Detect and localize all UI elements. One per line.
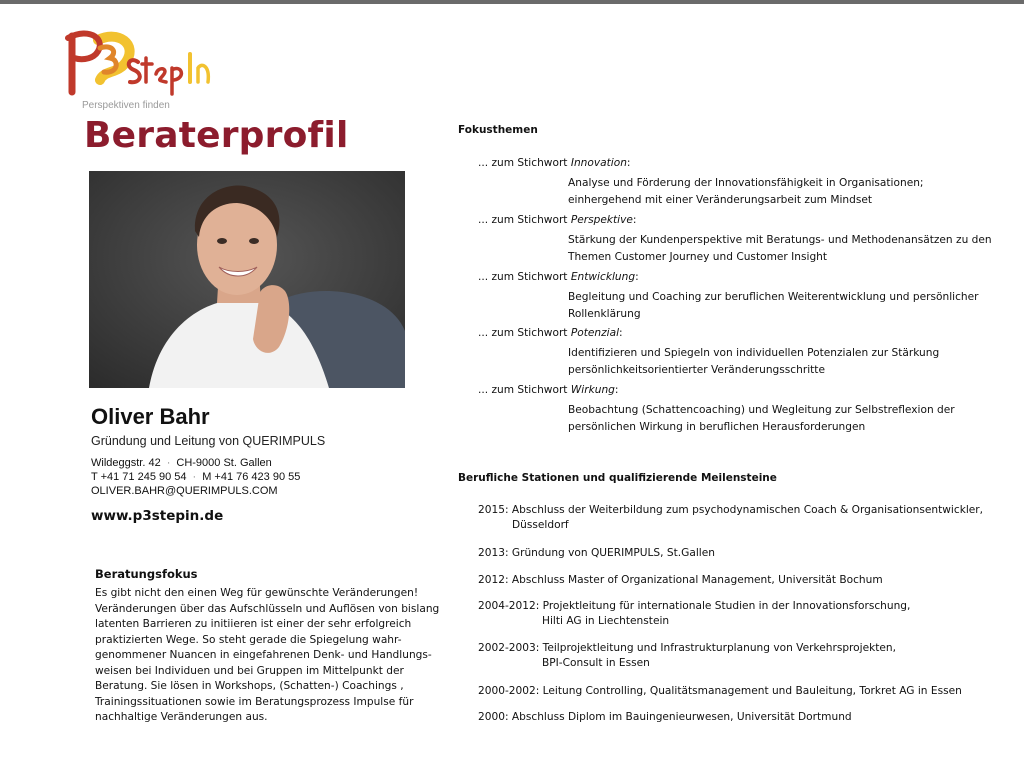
consultant-role: Gründung und Leitung von QUERIMPULS (91, 434, 326, 448)
fokusthemen-heading: Fokusthemen (458, 124, 538, 136)
stationen-heading: Berufliche Stationen und qualifizierende Meilensteine (458, 472, 777, 484)
topic-prefix: ... zum Stichwort (478, 157, 571, 169)
logo-mark-icon (60, 22, 220, 102)
topic-keyword: Perspektive (570, 214, 633, 226)
topic-prefix: ... zum Stichwort (478, 327, 571, 339)
portrait-photo (89, 171, 405, 388)
topic-description (568, 345, 998, 379)
topic-description (568, 175, 998, 209)
beratungsfokus-text: Es gibt nicht den einen Weg für gewünschte Veränderungen! Veränderungen über das Aufschlüsseln und Auflösen von bislang latenten Barrieren zu initiieren ist einer der sehr erfolgreich praktizierten Wege. So steht gerade die Spiegelung wahr-genommener Nuancen in eingefahrenen Denk- und Handlungs-weisen bei Individuen und bei Gruppen im Mittelpunkt der Beratung. Sie lösen in Workshops, (Schatten-) Coachings , Trainingssituationen sowie im Beratungsprozess Impulse für nachhaltige Veränderungen aus. (95, 587, 440, 723)
page-title: Beraterprofil (84, 115, 349, 156)
career-entry-line: 2004-2012: Projektleitung für internationale Studien in der Innovationsforschung, (478, 600, 911, 612)
career-entry (478, 684, 962, 699)
topic-desc-line: Themen Customer Journey und Customer Insight (568, 251, 828, 263)
topic-desc-line: Analyse und Förderung der Innovationsfähigkeit in Organisationen; (568, 177, 924, 189)
topic-desc-line: persönlichen Wirkung in beruflichen Herausforderungen (568, 421, 866, 433)
topic-desc-line: persönlichkeitsorientierter Veränderungsschritte (568, 364, 825, 376)
career-entry-continuation: Hilti AG in Liechtenstein (542, 615, 670, 627)
career-entry-line: 2012: Abschluss Master of Organizational Management, Universität Bochum (478, 574, 883, 586)
topic-desc-line: Stärkung der Kundenperspektive mit Beratungs- und Methodenansätzen zu den (568, 234, 992, 246)
separator-dot-icon: · (192, 471, 197, 483)
address-street: Wildeggstr. 42 (91, 457, 161, 469)
topic-potenzial: ... zum Stichwort Potenzial: (478, 327, 623, 339)
separator-dot-icon: · (166, 457, 171, 469)
p3stepin-logo (60, 22, 220, 117)
career-entry (478, 503, 983, 533)
email-link[interactable]: OLIVER.BAHR@QUERIMPULS.COM (91, 485, 278, 497)
contact-details (91, 456, 300, 498)
beratungsfokus-heading: Beratungsfokus (95, 567, 198, 581)
topic-prefix: ... zum Stichwort (478, 214, 571, 226)
career-entry-line: 2015: Abschluss der Weiterbildung zum psychodynamischen Coach & Organisationsentwickler, (478, 504, 984, 516)
website-link[interactable]: www.p3stepin.de (91, 508, 224, 524)
career-entry (478, 573, 883, 588)
career-entry (478, 641, 896, 671)
address-line (91, 456, 300, 470)
topic-innovation: ... zum Stichwort Innovation: (478, 157, 631, 169)
topic-desc-line: Rollenklärung (568, 308, 641, 320)
top-border (0, 0, 1024, 4)
career-entry-line: 2002-2003: Teilprojektleitung und Infrastrukturplanung von Verkehrsprojekten, (478, 642, 897, 654)
topic-keyword: Potenzial (570, 327, 620, 339)
topic-description (568, 289, 998, 323)
phone-mobile[interactable]: M +41 76 423 90 55 (202, 471, 301, 483)
phone-landline[interactable]: T +41 71 245 90 54 (91, 471, 187, 483)
topic-description (568, 402, 998, 436)
career-entry-line: 2000: Abschluss Diplom im Bauingenieurwesen, Universität Dortmund (478, 711, 852, 723)
topic-desc-line: Begleitung und Coaching zur beruflichen Weiterentwicklung und persönlicher (568, 291, 979, 303)
logo-tagline: Perspektiven finden (82, 100, 170, 111)
career-entry (478, 546, 715, 561)
topic-perspektive: ... zum Stichwort Perspektive: (478, 214, 637, 226)
topic-keyword: Innovation (570, 157, 627, 169)
topic-desc-line: einhergehend mit einer Veränderungsarbeit zum Mindset (568, 194, 873, 206)
career-entry-line: 2000-2002: Leitung Controlling, Qualitätsmanagement und Bauleitung, Torkret AG in Essen (478, 685, 962, 697)
career-entry (478, 599, 910, 629)
address-city: CH-9000 St. Gallen (176, 457, 272, 469)
topic-keyword: Wirkung (570, 384, 615, 396)
phone-line (91, 470, 300, 484)
topic-entwicklung: ... zum Stichwort Entwicklung: (478, 271, 639, 283)
career-entry (478, 710, 852, 725)
topic-prefix: ... zum Stichwort (478, 384, 571, 396)
topic-desc-line: Identifizieren und Spiegeln von individuellen Potenzialen zur Stärkung (568, 347, 940, 359)
career-entry-line: 2013: Gründung von QUERIMPULS, St.Gallen (478, 547, 715, 559)
topic-keyword: Entwicklung (570, 271, 636, 283)
career-entry-continuation: BPI-Consult in Essen (542, 657, 650, 669)
consultant-name: Oliver Bahr (91, 404, 210, 429)
topic-description (568, 232, 998, 266)
topic-desc-line: Beobachtung (Schattencoaching) und Wegleitung zur Selbstreflexion der (568, 404, 955, 416)
topic-prefix: ... zum Stichwort (478, 271, 571, 283)
topic-wirkung: ... zum Stichwort Wirkung: (478, 384, 619, 396)
career-entry-continuation: Düsseldorf (512, 519, 569, 531)
